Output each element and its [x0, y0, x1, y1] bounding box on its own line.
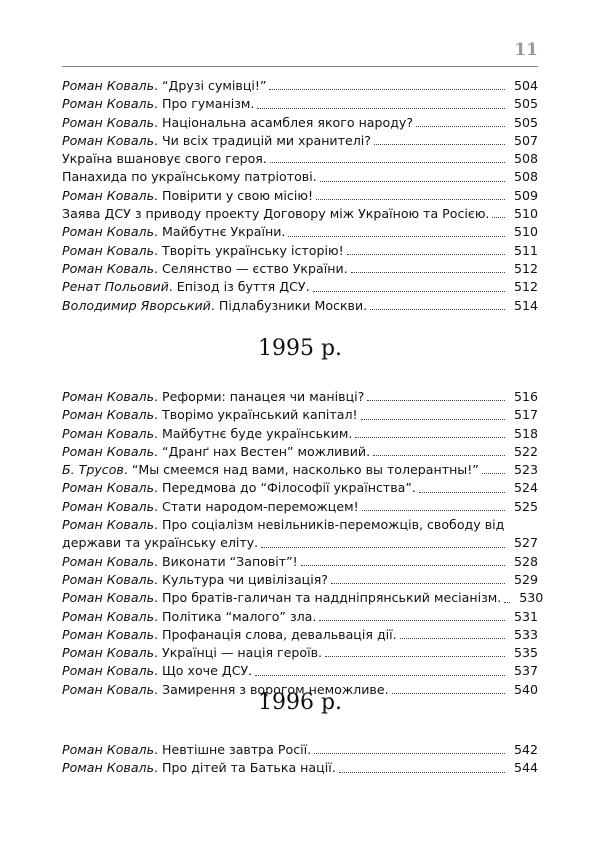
- entry-author: Роман Коваль: [62, 681, 155, 697]
- entry-text: [62, 205, 489, 223]
- entry-page: 511: [513, 242, 538, 258]
- entry-author: Роман Коваль: [62, 425, 155, 441]
- entry-text: [62, 388, 364, 406]
- entry-page: 525: [513, 498, 538, 514]
- dot-leader: [416, 126, 505, 127]
- toc-entry: [62, 498, 538, 516]
- entry-author: Роман Коваль: [62, 498, 155, 514]
- entry-title: . Реформи: панацея чи манівці?: [154, 389, 365, 404]
- entry-author: Роман Коваль: [62, 645, 155, 661]
- entry-text: [62, 114, 413, 132]
- entry-author: Роман Коваль: [62, 590, 155, 606]
- toc-entry: [62, 644, 538, 662]
- entry-text: [62, 626, 397, 644]
- entry-author: Роман Коваль: [62, 663, 155, 679]
- entry-title: . Повірити у свою місію!: [154, 187, 314, 203]
- entry-author: Роман Коваль: [62, 96, 155, 112]
- entry-title: . Чи всіх традицій ми хранителі?: [154, 132, 371, 148]
- toc-entry: [62, 278, 538, 296]
- entry-page: 522: [513, 443, 538, 459]
- entry-page: 540: [513, 681, 538, 697]
- entry-text: [62, 406, 358, 424]
- entry-author: Роман Коваль: [62, 626, 155, 642]
- dot-leader: [288, 236, 505, 237]
- entry-author: Роман Коваль: [62, 224, 155, 240]
- dot-leader: [482, 473, 505, 474]
- entry-page: 509: [513, 187, 538, 203]
- entry-page: 542: [513, 742, 538, 757]
- entry-page: 504: [513, 78, 538, 93]
- entry-text: [62, 77, 266, 95]
- entry-title: Панахида по українському патріотові.: [62, 169, 317, 185]
- entry-text: [62, 242, 344, 260]
- entry-author: Роман Коваль: [62, 443, 155, 459]
- entry-page: 507: [513, 132, 538, 148]
- toc-entry: [62, 406, 538, 424]
- dot-leader: [367, 400, 505, 401]
- entry-title: . Культура чи цивілізація?: [154, 571, 328, 587]
- entry-title: . Що хоче ДСУ.: [154, 663, 253, 679]
- entry-page: 524: [513, 480, 538, 496]
- dot-leader: [257, 108, 505, 109]
- dot-leader: [347, 254, 505, 255]
- dot-leader: [492, 217, 505, 218]
- entry-page: 529: [513, 571, 538, 587]
- entry-title: . Про братів-галичан та наддніпрянський месіанізм.: [154, 590, 502, 606]
- entry-text: [62, 443, 370, 461]
- toc-entry: [62, 388, 538, 406]
- dot-leader: [339, 772, 505, 773]
- toc-entry: [62, 443, 538, 461]
- toc-section: [62, 77, 538, 315]
- entry-author: Роман Коваль: [62, 114, 155, 130]
- entry-line: [62, 516, 538, 534]
- toc-entry: [62, 187, 538, 205]
- entry-title: . Майбутнє буде українським.: [154, 425, 353, 441]
- toc-section: [62, 741, 538, 778]
- dot-leader: [355, 437, 505, 438]
- entry-page: 505: [513, 96, 538, 112]
- entry-author: Б. Трусов: [62, 462, 124, 478]
- entry-author: Роман Коваль: [62, 242, 155, 258]
- entry-text: [62, 461, 479, 479]
- entry-title: . Майбутнє України.: [154, 224, 286, 240]
- entry-author: Роман Коваль: [62, 608, 155, 624]
- entry-title: . Творімо український капітал!: [154, 407, 358, 423]
- dot-leader: [370, 309, 505, 310]
- entry-page: 537: [513, 663, 538, 679]
- dot-leader: [319, 620, 505, 621]
- entry-title: . Підлабузники Москви.: [210, 297, 368, 313]
- toc-entry: [62, 571, 538, 589]
- entry-text: [62, 297, 367, 315]
- entry-line: [62, 534, 538, 552]
- entry-page: 523: [513, 462, 538, 478]
- dot-leader: [270, 162, 505, 163]
- toc-entry: [62, 205, 538, 223]
- entry-title: . “Друзі сумівці!”: [154, 78, 267, 93]
- entry-title: . Про дітей та Батька нації.: [154, 760, 336, 776]
- entry-author: Володимир Яворський: [62, 297, 211, 313]
- entry-text: [62, 644, 322, 662]
- dot-leader: [301, 565, 505, 566]
- entry-text: [62, 168, 317, 186]
- entry-page: 531: [513, 608, 538, 624]
- toc-section: [62, 388, 544, 699]
- entry-title: . Творіть українську історію!: [154, 242, 344, 258]
- entry-page: 544: [513, 760, 538, 776]
- entry-author: Роман Коваль: [62, 78, 155, 93]
- entry-page: 517: [513, 407, 538, 423]
- entry-author: Роман Коваль: [62, 553, 155, 569]
- toc-entry: [62, 589, 544, 607]
- entry-page: 512: [513, 279, 538, 295]
- entry-page: 508: [513, 151, 538, 167]
- entry-title: . Профанація слова, девальвація дії.: [154, 626, 397, 642]
- toc-entry: [62, 759, 538, 777]
- entry-title: Україна вшановує свого героя.: [62, 151, 267, 167]
- dot-leader: [320, 181, 505, 182]
- entry-text: [62, 498, 359, 516]
- dot-leader: [373, 455, 505, 456]
- header-rule: [62, 66, 538, 67]
- entry-title: . Про соціалізм невільників-переможців, свободу від: [154, 517, 505, 533]
- entry-text: [62, 132, 371, 150]
- entry-title-cont: держави та українську еліту.: [62, 535, 259, 551]
- entry-title: . Національна асамблея якого народу?: [154, 114, 414, 130]
- entry-title: . Епізод із буття ДСУ.: [168, 279, 310, 295]
- entry-text: [62, 150, 267, 168]
- toc-entry: [62, 461, 538, 479]
- entry-title: . Політика “малого” зла.: [154, 608, 317, 624]
- entry-text: [62, 571, 328, 589]
- toc-entry: [62, 150, 538, 168]
- entry-author: Роман Коваль: [62, 480, 155, 496]
- dot-leader: [255, 675, 505, 676]
- toc-entry: [62, 242, 538, 260]
- entry-page: 533: [513, 626, 538, 642]
- dot-leader: [351, 272, 505, 273]
- entry-text: [62, 662, 252, 680]
- entry-author: Роман Коваль: [62, 407, 155, 423]
- toc-entry: [62, 260, 538, 278]
- dot-leader: [504, 602, 510, 603]
- entry-text: [62, 278, 310, 296]
- entry-text: [62, 425, 352, 443]
- entry-page: 510: [513, 224, 538, 240]
- toc-entry: [62, 95, 538, 113]
- entry-title: . Стати народом-переможцем!: [154, 498, 359, 514]
- dot-leader: [269, 89, 505, 90]
- entry-text: [62, 608, 316, 626]
- entry-page: 528: [513, 553, 538, 569]
- entry-author: Роман Коваль: [62, 571, 155, 587]
- entry-text: [62, 187, 313, 205]
- entry-title: . Селянство — єство України.: [154, 260, 348, 276]
- dot-leader: [314, 753, 505, 754]
- toc-entry: [62, 553, 538, 571]
- toc-entry: [62, 77, 538, 95]
- entry-author: Роман Коваль: [62, 187, 155, 203]
- entry-title: . Замирення з ворогом неможливе.: [154, 681, 389, 697]
- toc-entry: [62, 168, 538, 186]
- entry-title: . Виконати “Заповіт”!: [154, 553, 298, 569]
- dot-leader: [362, 510, 505, 511]
- entry-page: 512: [513, 260, 538, 276]
- toc-entry: [62, 297, 538, 315]
- entry-page: 516: [513, 389, 538, 404]
- entry-page: 530: [519, 590, 544, 606]
- toc-entry: [62, 223, 538, 241]
- entry-text: [62, 223, 285, 241]
- toc-entry: [62, 741, 538, 759]
- dot-leader: [325, 656, 505, 657]
- entry-title: Заява ДСУ з приводу проекту Договору між Україною та Росією.: [62, 206, 490, 222]
- entry-page: 505: [513, 114, 538, 130]
- entry-title: . “Дранґ нах Вестен” можливий.: [154, 443, 371, 459]
- entry-text: [62, 260, 348, 278]
- entry-page: 514: [513, 297, 538, 313]
- dot-leader: [361, 419, 505, 420]
- entry-text: [62, 479, 416, 497]
- dot-leader: [316, 199, 505, 200]
- toc-entry: [62, 132, 538, 150]
- dot-leader: [261, 547, 505, 548]
- dot-leader: [331, 583, 505, 584]
- entry-author: Роман Коваль: [62, 517, 155, 533]
- toc-entry: [62, 516, 538, 553]
- entry-title: . Про гуманізм.: [154, 96, 255, 112]
- entry-author: Роман Коваль: [62, 132, 155, 148]
- entry-title: . Передмова до “Філософії українства”.: [154, 480, 416, 496]
- entry-author: Ренат Польовий: [62, 279, 169, 295]
- toc-entry: [62, 114, 538, 132]
- dot-leader: [313, 291, 505, 292]
- toc-entry: [62, 479, 538, 497]
- section-year-heading: 1996 р.: [257, 690, 343, 715]
- entry-text: [62, 741, 311, 759]
- entry-title: . Українці — нація героїв.: [154, 645, 323, 661]
- entry-page: 508: [513, 169, 538, 185]
- entry-author: Роман Коваль: [62, 389, 155, 404]
- dot-leader: [374, 144, 505, 145]
- entry-page: 527: [513, 535, 538, 551]
- entry-page: 535: [513, 645, 538, 661]
- entry-text: [62, 553, 298, 571]
- toc-entry: [62, 626, 538, 644]
- entry-author: Роман Коваль: [62, 760, 155, 776]
- section-year-heading: 1995 р.: [257, 336, 343, 361]
- entry-title: . “Мы смеемся над вами, насколько вы толерантны!”: [123, 462, 479, 478]
- entry-page: 510: [513, 206, 538, 222]
- entry-title: . Невтішне завтра Росії.: [154, 742, 312, 757]
- toc-entry: [62, 662, 538, 680]
- entry-author: Роман Коваль: [62, 260, 155, 276]
- toc-entry: [62, 608, 538, 626]
- entry-text: [62, 95, 254, 113]
- entry-text: [62, 589, 501, 607]
- dot-leader: [400, 638, 505, 639]
- toc-entry: [62, 425, 538, 443]
- entry-text: [62, 517, 504, 532]
- page-number: 11: [514, 40, 538, 60]
- dot-leader: [419, 492, 505, 493]
- entry-author: Роман Коваль: [62, 742, 155, 757]
- entry-text: [62, 759, 336, 777]
- entry-page: 518: [513, 425, 538, 441]
